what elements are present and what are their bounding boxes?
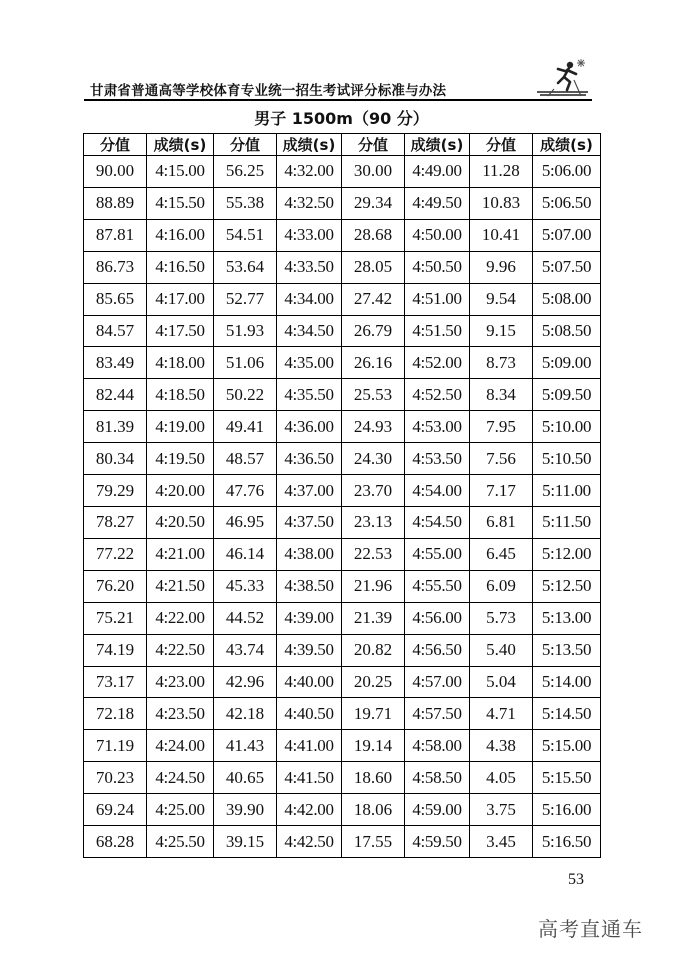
time-cell: 4:42.00 xyxy=(277,794,342,826)
table-title: 男子 1500m（90 分） xyxy=(254,109,429,128)
score-cell: 10.41 xyxy=(470,219,533,251)
column-header-time: 成绩(s) xyxy=(277,134,342,156)
time-cell: 4:59.00 xyxy=(405,794,470,826)
score-cell: 52.77 xyxy=(214,283,277,315)
time-cell: 5:09.00 xyxy=(533,347,601,379)
score-cell: 81.39 xyxy=(84,411,147,443)
column-header-score: 分值 xyxy=(214,134,277,156)
time-cell: 4:25.00 xyxy=(147,794,214,826)
table-row xyxy=(84,570,601,602)
score-cell: 26.79 xyxy=(342,315,405,347)
table-row xyxy=(84,666,601,698)
score-cell: 76.20 xyxy=(84,570,147,602)
score-cell: 55.38 xyxy=(214,187,277,219)
score-cell: 50.22 xyxy=(214,379,277,411)
score-cell: 79.29 xyxy=(84,475,147,507)
score-cell: 71.19 xyxy=(84,730,147,762)
time-cell: 4:22.50 xyxy=(147,634,214,666)
time-cell: 4:24.00 xyxy=(147,730,214,762)
time-cell: 4:38.00 xyxy=(277,538,342,570)
score-cell: 18.60 xyxy=(342,762,405,794)
time-cell: 4:18.50 xyxy=(147,379,214,411)
score-cell: 6.45 xyxy=(470,538,533,570)
score-cell: 5.73 xyxy=(470,602,533,634)
score-cell: 78.27 xyxy=(84,506,147,538)
column-header-score: 分值 xyxy=(342,134,405,156)
score-cell: 29.34 xyxy=(342,187,405,219)
score-cell: 68.28 xyxy=(84,826,147,858)
score-cell: 54.51 xyxy=(214,219,277,251)
score-cell: 46.14 xyxy=(214,538,277,570)
time-cell: 4:38.50 xyxy=(277,570,342,602)
table-row xyxy=(84,251,601,283)
score-cell: 11.28 xyxy=(470,156,533,188)
score-cell: 24.30 xyxy=(342,443,405,475)
score-cell: 5.40 xyxy=(470,634,533,666)
time-cell: 4:59.50 xyxy=(405,826,470,858)
time-cell: 5:10.00 xyxy=(533,411,601,443)
score-cell: 42.96 xyxy=(214,666,277,698)
time-cell: 4:40.00 xyxy=(277,666,342,698)
time-cell: 4:35.00 xyxy=(277,347,342,379)
score-cell: 10.83 xyxy=(470,187,533,219)
score-cell: 4.71 xyxy=(470,698,533,730)
score-cell: 6.09 xyxy=(470,570,533,602)
time-cell: 4:16.50 xyxy=(147,251,214,283)
time-cell: 4:16.00 xyxy=(147,219,214,251)
time-cell: 4:57.00 xyxy=(405,666,470,698)
table-header-row xyxy=(84,134,601,156)
time-cell: 5:14.00 xyxy=(533,666,601,698)
score-cell: 49.41 xyxy=(214,411,277,443)
score-cell: 51.06 xyxy=(214,347,277,379)
table-row xyxy=(84,826,601,858)
time-cell: 4:51.00 xyxy=(405,283,470,315)
time-cell: 4:39.50 xyxy=(277,634,342,666)
score-table-body xyxy=(84,156,601,858)
score-cell: 83.49 xyxy=(84,347,147,379)
score-cell: 21.39 xyxy=(342,602,405,634)
time-cell: 5:06.50 xyxy=(533,187,601,219)
time-cell: 4:41.00 xyxy=(277,730,342,762)
score-cell: 53.64 xyxy=(214,251,277,283)
time-cell: 5:07.50 xyxy=(533,251,601,283)
time-cell: 4:55.50 xyxy=(405,570,470,602)
time-cell: 4:40.50 xyxy=(277,698,342,730)
time-cell: 5:13.50 xyxy=(533,634,601,666)
score-cell: 4.38 xyxy=(470,730,533,762)
time-cell: 4:52.50 xyxy=(405,379,470,411)
column-header-time: 成绩(s) xyxy=(405,134,470,156)
time-cell: 4:19.00 xyxy=(147,411,214,443)
time-cell: 4:25.50 xyxy=(147,826,214,858)
score-cell: 47.76 xyxy=(214,475,277,507)
table-row xyxy=(84,762,601,794)
score-cell: 9.96 xyxy=(470,251,533,283)
table-row xyxy=(84,347,601,379)
time-cell: 4:33.00 xyxy=(277,219,342,251)
score-cell: 23.13 xyxy=(342,506,405,538)
time-cell: 5:07.00 xyxy=(533,219,601,251)
score-cell: 7.56 xyxy=(470,443,533,475)
score-cell: 27.42 xyxy=(342,283,405,315)
score-cell: 8.73 xyxy=(470,347,533,379)
score-cell: 21.96 xyxy=(342,570,405,602)
score-cell: 19.14 xyxy=(342,730,405,762)
score-cell: 72.18 xyxy=(84,698,147,730)
table-row xyxy=(84,634,601,666)
score-cell: 9.15 xyxy=(470,315,533,347)
time-cell: 4:36.00 xyxy=(277,411,342,443)
time-cell: 4:17.50 xyxy=(147,315,214,347)
time-cell: 4:37.00 xyxy=(277,475,342,507)
time-cell: 5:11.50 xyxy=(533,506,601,538)
score-cell: 23.70 xyxy=(342,475,405,507)
time-cell: 5:14.50 xyxy=(533,698,601,730)
score-cell: 20.82 xyxy=(342,634,405,666)
score-cell: 30.00 xyxy=(342,156,405,188)
score-cell: 84.57 xyxy=(84,315,147,347)
time-cell: 4:50.50 xyxy=(405,251,470,283)
score-cell: 17.55 xyxy=(342,826,405,858)
score-cell: 4.05 xyxy=(470,762,533,794)
table-row xyxy=(84,187,601,219)
time-cell: 4:35.50 xyxy=(277,379,342,411)
score-cell: 70.23 xyxy=(84,762,147,794)
score-cell: 26.16 xyxy=(342,347,405,379)
time-cell: 4:15.00 xyxy=(147,156,214,188)
score-cell: 48.57 xyxy=(214,443,277,475)
score-cell: 8.34 xyxy=(470,379,533,411)
column-header-score: 分值 xyxy=(470,134,533,156)
score-cell: 6.81 xyxy=(470,506,533,538)
score-cell: 87.81 xyxy=(84,219,147,251)
time-cell: 5:13.00 xyxy=(533,602,601,634)
time-cell: 4:53.00 xyxy=(405,411,470,443)
time-cell: 4:42.50 xyxy=(277,826,342,858)
page-header-title: 甘肃省普通高等学校体育专业统一招生考试评分标准与办法 xyxy=(90,83,447,99)
column-header-time: 成绩(s) xyxy=(533,134,601,156)
score-cell: 7.17 xyxy=(470,475,533,507)
score-cell: 39.15 xyxy=(214,826,277,858)
time-cell: 4:53.50 xyxy=(405,443,470,475)
time-cell: 4:34.50 xyxy=(277,315,342,347)
score-cell: 28.68 xyxy=(342,219,405,251)
time-cell: 4:33.50 xyxy=(277,251,342,283)
time-cell: 4:20.50 xyxy=(147,506,214,538)
score-cell: 19.71 xyxy=(342,698,405,730)
score-cell: 25.53 xyxy=(342,379,405,411)
score-cell: 3.45 xyxy=(470,826,533,858)
time-cell: 4:23.00 xyxy=(147,666,214,698)
time-cell: 4:39.00 xyxy=(277,602,342,634)
score-cell: 77.22 xyxy=(84,538,147,570)
score-cell: 28.05 xyxy=(342,251,405,283)
score-cell: 75.21 xyxy=(84,602,147,634)
time-cell: 5:12.50 xyxy=(533,570,601,602)
time-cell: 4:49.00 xyxy=(405,156,470,188)
table-row xyxy=(84,730,601,762)
score-cell: 45.33 xyxy=(214,570,277,602)
score-cell: 40.65 xyxy=(214,762,277,794)
time-cell: 5:09.50 xyxy=(533,379,601,411)
time-cell: 4:18.00 xyxy=(147,347,214,379)
time-cell: 4:20.00 xyxy=(147,475,214,507)
score-cell: 24.93 xyxy=(342,411,405,443)
time-cell: 5:12.00 xyxy=(533,538,601,570)
table-row xyxy=(84,506,601,538)
score-cell: 56.25 xyxy=(214,156,277,188)
time-cell: 4:49.50 xyxy=(405,187,470,219)
time-cell: 4:55.00 xyxy=(405,538,470,570)
watermark: 高考直通车 xyxy=(538,917,643,941)
time-cell: 4:50.00 xyxy=(405,219,470,251)
time-cell: 4:37.50 xyxy=(277,506,342,538)
time-cell: 4:51.50 xyxy=(405,315,470,347)
score-cell: 90.00 xyxy=(84,156,147,188)
time-cell: 4:19.50 xyxy=(147,443,214,475)
time-cell: 4:58.50 xyxy=(405,762,470,794)
score-cell: 51.93 xyxy=(214,315,277,347)
score-cell: 42.18 xyxy=(214,698,277,730)
table-row xyxy=(84,794,601,826)
table-row xyxy=(84,219,601,251)
table-row xyxy=(84,156,601,188)
table-row xyxy=(84,283,601,315)
time-cell: 4:21.50 xyxy=(147,570,214,602)
score-cell: 43.74 xyxy=(214,634,277,666)
time-cell: 5:11.00 xyxy=(533,475,601,507)
header-rule xyxy=(84,99,592,101)
time-cell: 4:57.50 xyxy=(405,698,470,730)
time-cell: 4:17.00 xyxy=(147,283,214,315)
score-cell: 82.44 xyxy=(84,379,147,411)
time-cell: 5:15.50 xyxy=(533,762,601,794)
time-cell: 4:24.50 xyxy=(147,762,214,794)
score-cell: 22.53 xyxy=(342,538,405,570)
score-table xyxy=(83,133,601,858)
score-cell: 9.54 xyxy=(470,283,533,315)
score-cell: 41.43 xyxy=(214,730,277,762)
time-cell: 5:16.50 xyxy=(533,826,601,858)
skier-logo-icon xyxy=(534,58,590,98)
score-cell: 20.25 xyxy=(342,666,405,698)
score-cell: 18.06 xyxy=(342,794,405,826)
time-cell: 4:32.50 xyxy=(277,187,342,219)
score-cell: 86.73 xyxy=(84,251,147,283)
table-row xyxy=(84,475,601,507)
time-cell: 4:41.50 xyxy=(277,762,342,794)
time-cell: 5:06.00 xyxy=(533,156,601,188)
time-cell: 4:56.50 xyxy=(405,634,470,666)
score-cell: 7.95 xyxy=(470,411,533,443)
time-cell: 4:21.00 xyxy=(147,538,214,570)
time-cell: 4:54.00 xyxy=(405,475,470,507)
table-row xyxy=(84,538,601,570)
time-cell: 4:58.00 xyxy=(405,730,470,762)
score-cell: 46.95 xyxy=(214,506,277,538)
table-row xyxy=(84,698,601,730)
table-row xyxy=(84,443,601,475)
time-cell: 5:08.00 xyxy=(533,283,601,315)
time-cell: 4:54.50 xyxy=(405,506,470,538)
time-cell: 4:34.00 xyxy=(277,283,342,315)
time-cell: 5:16.00 xyxy=(533,794,601,826)
time-cell: 5:10.50 xyxy=(533,443,601,475)
table-row xyxy=(84,411,601,443)
time-cell: 5:08.50 xyxy=(533,315,601,347)
time-cell: 4:15.50 xyxy=(147,187,214,219)
page-number: 53 xyxy=(568,871,584,888)
score-cell: 85.65 xyxy=(84,283,147,315)
score-cell: 73.17 xyxy=(84,666,147,698)
table-row xyxy=(84,379,601,411)
score-cell: 80.34 xyxy=(84,443,147,475)
score-cell: 39.90 xyxy=(214,794,277,826)
time-cell: 4:56.00 xyxy=(405,602,470,634)
time-cell: 4:23.50 xyxy=(147,698,214,730)
time-cell: 5:15.00 xyxy=(533,730,601,762)
score-cell: 44.52 xyxy=(214,602,277,634)
time-cell: 4:32.00 xyxy=(277,156,342,188)
score-cell: 69.24 xyxy=(84,794,147,826)
time-cell: 4:22.00 xyxy=(147,602,214,634)
column-header-time: 成绩(s) xyxy=(147,134,214,156)
time-cell: 4:36.50 xyxy=(277,443,342,475)
column-header-score: 分值 xyxy=(84,134,147,156)
score-cell: 3.75 xyxy=(470,794,533,826)
score-cell: 5.04 xyxy=(470,666,533,698)
table-row xyxy=(84,315,601,347)
table-row xyxy=(84,602,601,634)
score-cell: 88.89 xyxy=(84,187,147,219)
score-cell: 74.19 xyxy=(84,634,147,666)
time-cell: 4:52.00 xyxy=(405,347,470,379)
